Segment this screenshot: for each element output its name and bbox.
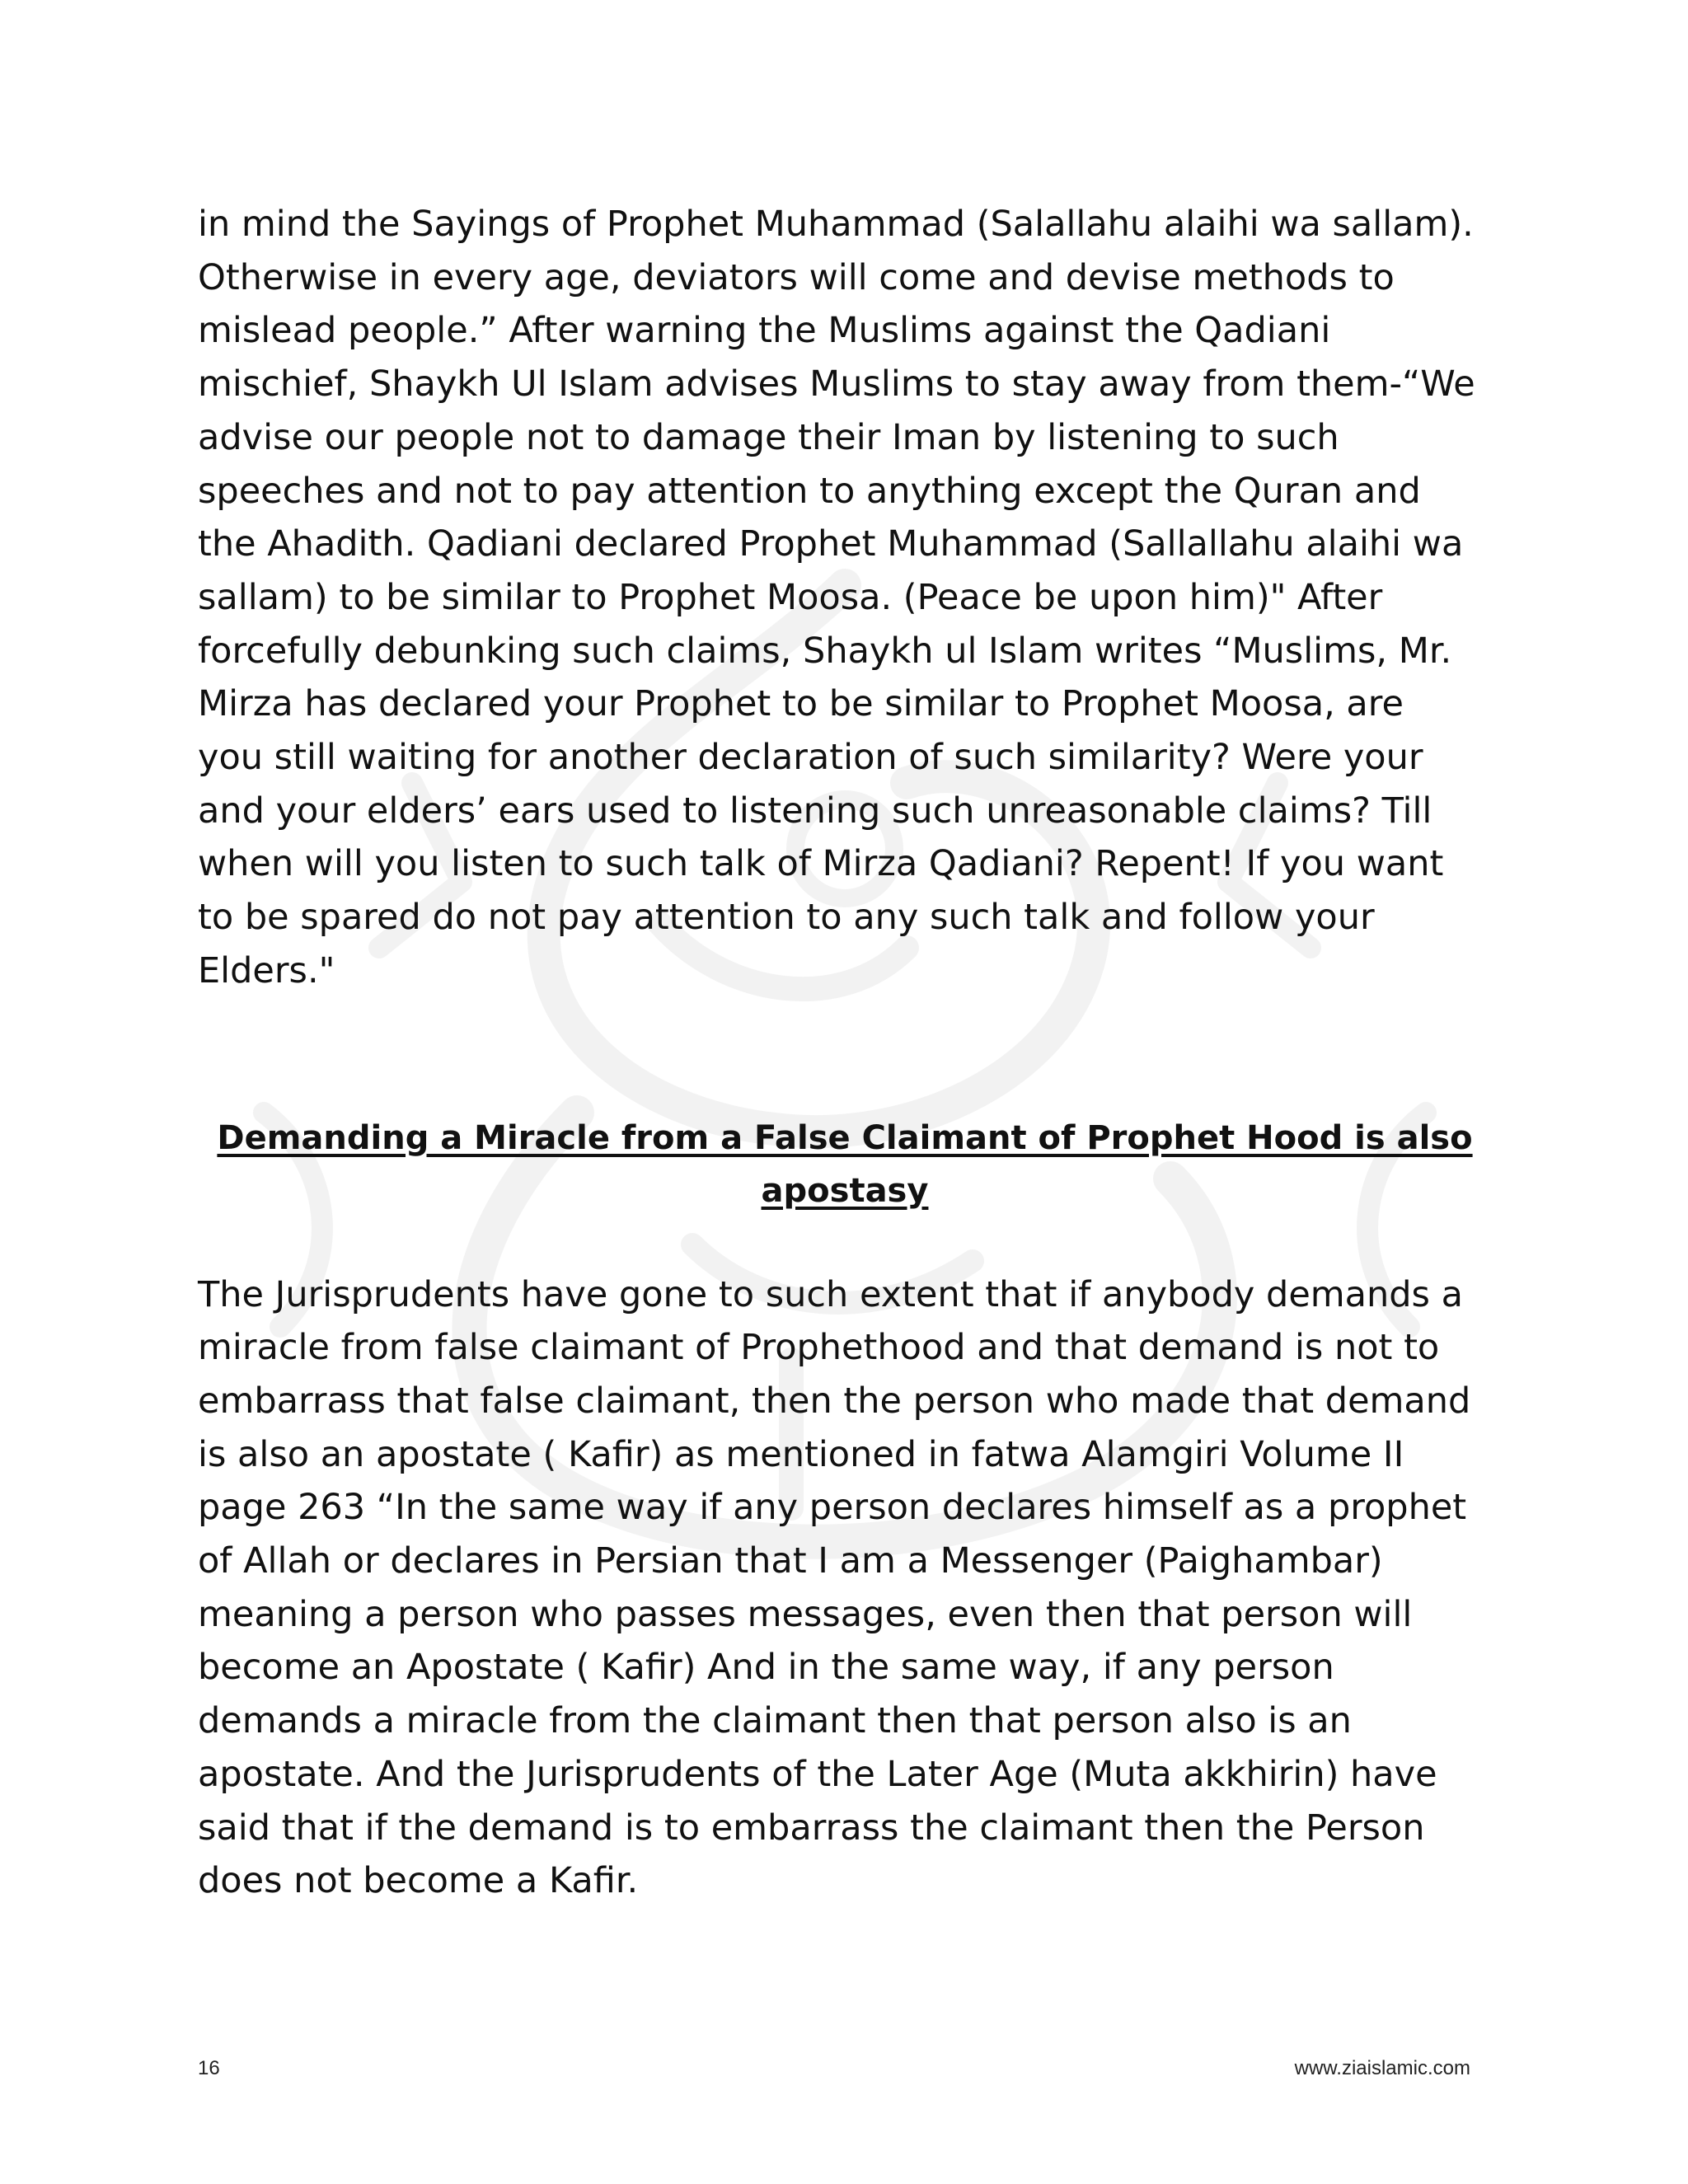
footer-website: www.ziaislamic.com bbox=[1294, 2057, 1470, 2079]
text-line: and your elders’ ears used to listening such unreasonable claims? Till bbox=[198, 790, 1432, 832]
text-line: sallam) to be similar to Prophet Moosa. (Peace be upon him)" After bbox=[198, 576, 1383, 618]
text-line: miracle from false claimant of Prophethood and that demand is not to bbox=[198, 1327, 1440, 1369]
text-line: embarrass that false claimant, then the person who made that demand bbox=[198, 1380, 1471, 1422]
text-line: become an Apostate ( Kafir) And in the same way, if any person bbox=[198, 1647, 1334, 1689]
text-line: The Jurisprudents have gone to such extent that if anybody demands a bbox=[198, 1273, 1463, 1315]
section-heading-line-2: apostasy bbox=[761, 1171, 929, 1210]
text-line: demands a miracle from the claimant then that person also is an bbox=[198, 1700, 1352, 1742]
text-line: said that if the demand is to embarrass the claimant then the Person bbox=[198, 1807, 1425, 1849]
text-line: to be spared do not pay attention to any such talk and follow your bbox=[198, 897, 1375, 939]
text-line: forcefully debunking such claims, Shaykh ul Islam writes “Muslims, Mr. bbox=[198, 630, 1452, 672]
text-line: page 263 “In the same way if any person declares himself as a prophet bbox=[198, 1487, 1467, 1529]
text-line: Mirza has declared your Prophet to be similar to Prophet Moosa, are bbox=[198, 683, 1404, 725]
body-paragraph-1 bbox=[198, 198, 1492, 998]
text-line: of Allah or declares in Persian that I am a Messenger (Paighambar) bbox=[198, 1540, 1383, 1582]
text-line: Elders." bbox=[198, 949, 335, 991]
page-number: 16 bbox=[198, 2057, 220, 2079]
text-line: Otherwise in every age, deviators will come and devise methods to bbox=[198, 256, 1395, 298]
text-line: does not become a Kafir. bbox=[198, 1860, 639, 1902]
text-line: speeches and not to pay attention to anything except the Quran and bbox=[198, 470, 1421, 512]
text-line: when will you listen to such talk of Mirza Qadiani? Repent! If you want bbox=[198, 843, 1444, 885]
section-heading-line-1: Demanding a Miracle from a False Claimant of Prophet Hood is also bbox=[217, 1118, 1473, 1157]
text-line: mislead people.” After warning the Muslims against the Qadiani bbox=[198, 310, 1331, 352]
text-line: meaning a person who passes messages, even then that person will bbox=[198, 1593, 1413, 1635]
body-paragraph-2 bbox=[198, 1268, 1492, 1908]
text-line: is also an apostate ( Kafir) as mentioned in fatwa Alamgiri Volume II bbox=[198, 1433, 1404, 1475]
text-line: apostate. And the Jurisprudents of the Later Age (Muta akkhirin) have bbox=[198, 1753, 1437, 1795]
text-line: you still waiting for another declaration of such similarity? Were your bbox=[198, 737, 1423, 779]
text-line: mischief, Shaykh Ul Islam advises Muslims to stay away from them-“We bbox=[198, 363, 1475, 405]
page-content bbox=[198, 198, 1492, 1908]
text-line: advise our people not to damage their Iman by listening to such bbox=[198, 416, 1339, 458]
text-line: the Ahadith. Qadiani declared Prophet Muhammad (Sallallahu alaihi wa bbox=[198, 523, 1464, 565]
section-heading bbox=[198, 1112, 1492, 1217]
text-line: in mind the Sayings of Prophet Muhammad (Salallahu alaihi wa sallam). bbox=[198, 204, 1474, 245]
